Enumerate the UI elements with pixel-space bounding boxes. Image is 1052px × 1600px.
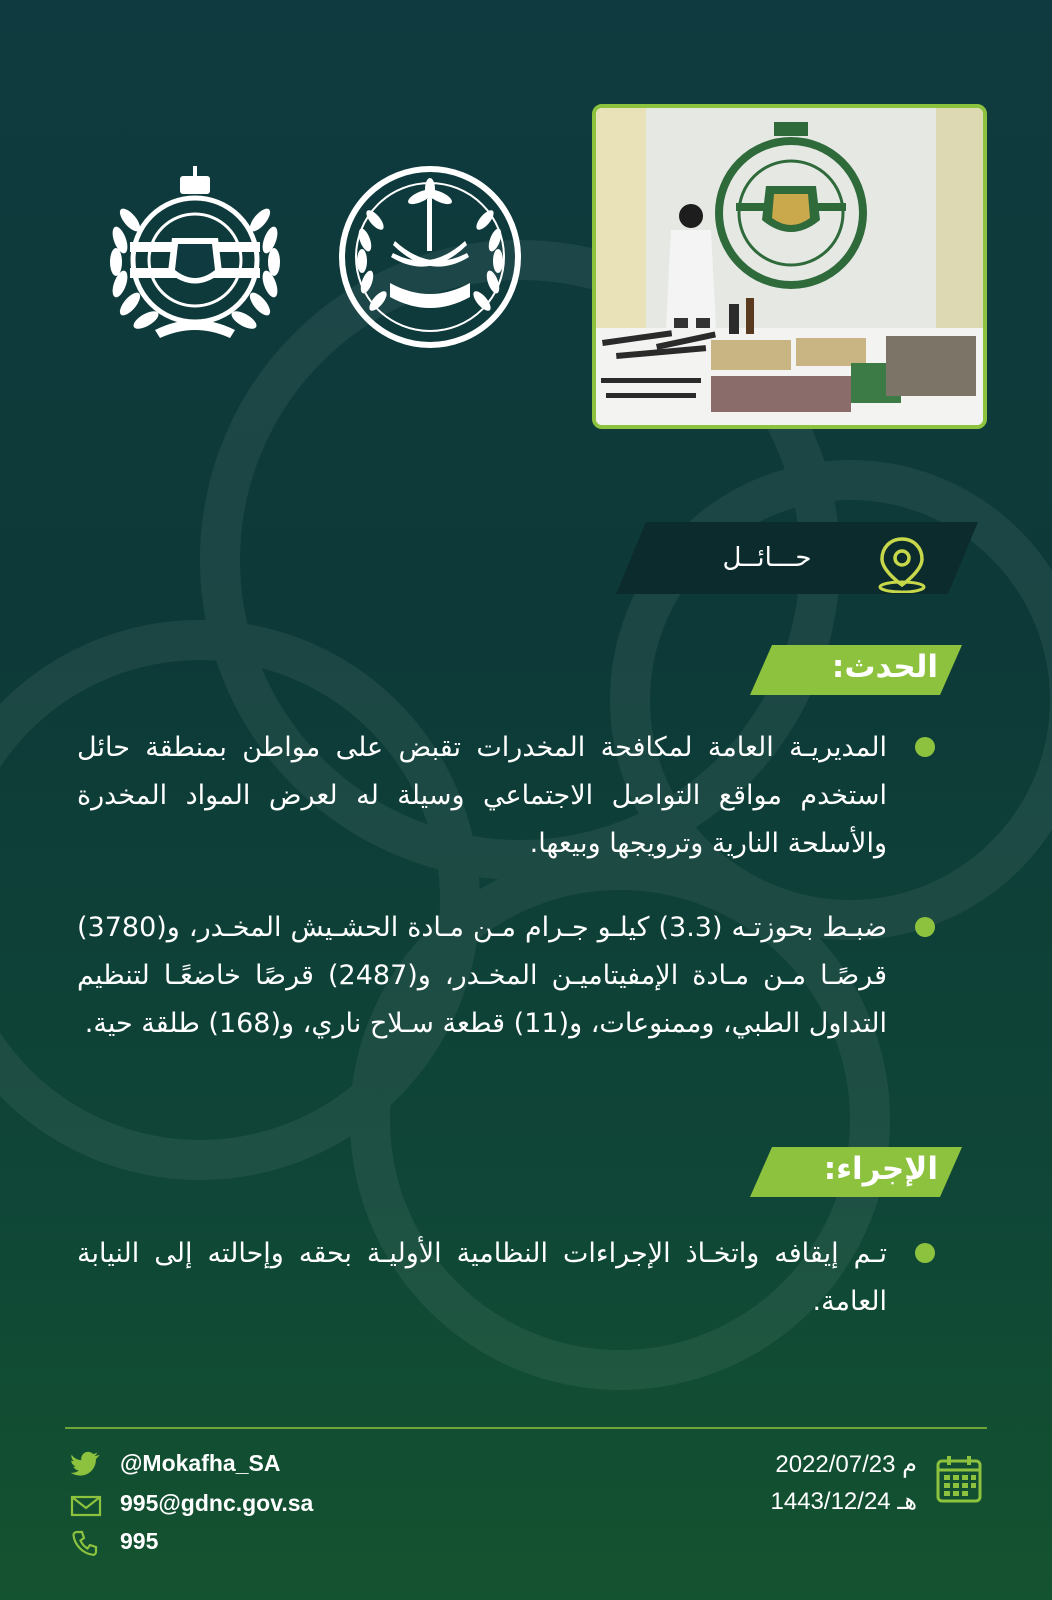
moi-emblem-icon: [335, 165, 525, 350]
phone-icon: [70, 1529, 102, 1557]
mail-icon: [70, 1491, 102, 1519]
footer-divider: [65, 1427, 987, 1429]
date-hijri: [771, 1487, 917, 1516]
section-action-tag: [750, 1147, 962, 1197]
date-hijri-suffix: هـ: [897, 1488, 917, 1515]
bullet-icon: [915, 737, 935, 757]
calendar-icon: [936, 1455, 982, 1503]
phone-number: 995: [120, 1528, 159, 1554]
twitter-handle: @Mokafha_SA: [120, 1450, 281, 1476]
bullet-icon: [915, 1243, 935, 1263]
seizure-photo-illustration: [596, 108, 983, 425]
event-paragraph-2: ضبـط بحوزتـه (3.3) كيلـو جـرام مـن مـادة الحشـيش المخـدر، و(3780) قرصًـا مـن مـادة الإمفيتاميـن المخـدر، و(2487) قرصًا خاضعًـا لتنظيم التداول الطبي، وممنوعات، و(11) قطعة سـلاح ناري، و(168) طلقة حية.: [77, 912, 888, 1039]
phone-contact[interactable]: [70, 1528, 158, 1557]
gdnc-emblem-icon: [100, 160, 290, 350]
email-contact[interactable]: [70, 1490, 313, 1519]
twitter-icon: [70, 1451, 102, 1479]
twitter-contact[interactable]: [70, 1450, 280, 1479]
section-event-title: الحدث:: [831, 649, 938, 685]
section-event-tag: [750, 645, 962, 695]
map-pin-icon: [872, 535, 932, 593]
seizure-photo: [592, 104, 987, 429]
event-paragraph-1: المديريـة العامة لمكافحة المخدرات تقبض على مواطن بمنطقة حائل استخدم مواقع التواصل الاجتماعي وسيلة له لعرض المواد المخدرة والأسلحة النارية وترويجها وبيعها.: [77, 732, 887, 859]
location-label: حـــائــل: [722, 543, 812, 573]
bullet-icon: [915, 917, 935, 937]
date-gregorian-value: 2022/07/23: [775, 1451, 896, 1478]
email-address: 995@gdnc.gov.sa: [120, 1490, 314, 1516]
action-paragraph-1: تـم إيقافه واتخـاذ الإجراءات النظامية الأوليـة بحقه وإحالته إلى النيابة العامة.: [77, 1238, 887, 1317]
date-hijri-value: 1443/12/24: [770, 1488, 891, 1515]
date-gregorian-suffix: م: [902, 1451, 917, 1478]
section-action-title: الإجراء:: [823, 1151, 938, 1187]
date-gregorian: [775, 1450, 917, 1479]
